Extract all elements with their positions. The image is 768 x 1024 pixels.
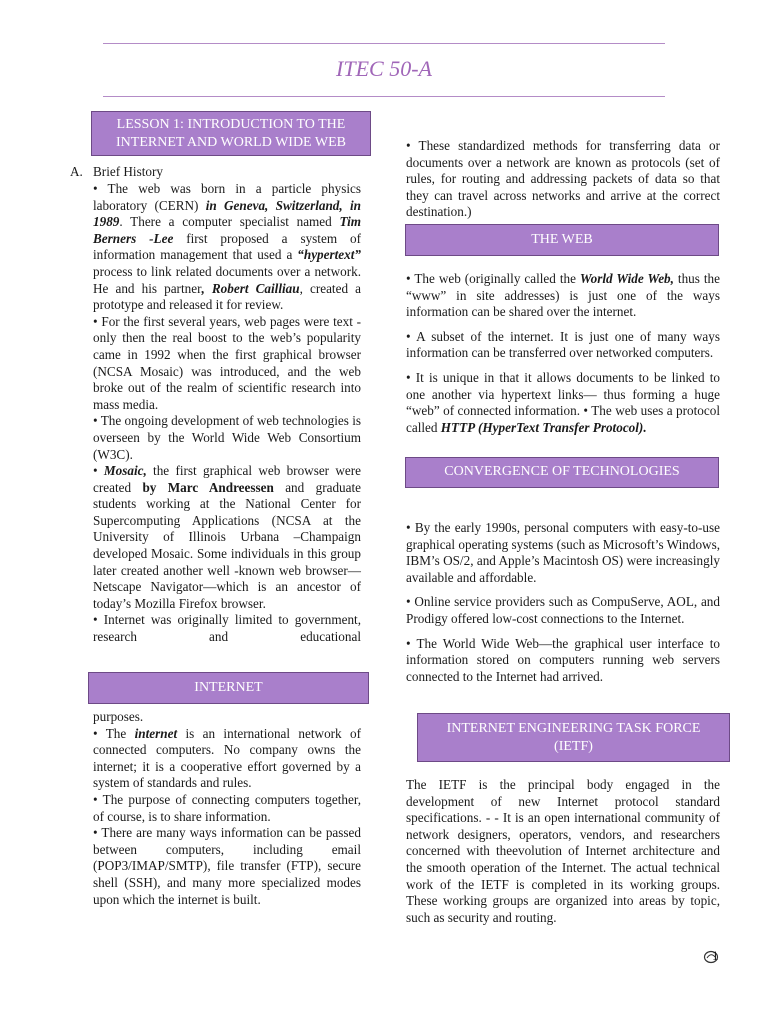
internet-paragraph-3: • There are many ways information can be passed between computers, including email (POP3/IMAP/SMTP), file transfer (FTP), secure shell (SSH), and many more specialized modes upon which the internet is built. xyxy=(93,825,361,907)
history-paragraph-1: • The web was born in a particle physics laboratory (CERN) in Geneva, Switzerland, in 1989. There a computer specialist named Tim Berners -Lee first proposed a system of information management that used a “hypertext” process to link related documents over a network. He and his partner, Robert Cailliau, created a prototype and released it for review. xyxy=(93,181,361,313)
convergence-text xyxy=(406,520,720,685)
history-paragraph-4: • Mosaic, the first graphical web browser were created by Marc Andreessen and graduate students working at the National Center for Supercomputing Applications (NCSA at the University of Illinois Urbana –Champaign developed Mosaic. Some individuals in this group later created another well -known web browser—Netscape Navigator—which is an ancestor of today’s Mozilla Firefox browser. xyxy=(93,463,362,611)
internet-paragraph-0: purposes. xyxy=(93,709,144,724)
web-paragraph-2: • A subset of the internet. It is just one of many ways information can be transferred over networked computers. xyxy=(406,328,720,361)
internet-paragraph-2: • The purpose of connecting computers together, of course, is to share information. xyxy=(93,791,361,824)
convergence-paragraph-2: • Online service providers such as CompuServe, AOL, and Prodigy offered low-cost connections to the Internet. xyxy=(406,594,720,626)
history-paragraph-3: • The ongoing development of web technologies is overseen by the World Wide Web Consortium (W3C). xyxy=(93,413,361,462)
convergence-header: CONVERGENCE OF TECHNOLOGIES xyxy=(405,457,719,488)
brief-history-text xyxy=(93,181,361,646)
internet-paragraph-1: • The internet is an international network of connected computers. No company owns the internet; it is a cooperative effort governed by a system of standards and rules. xyxy=(93,725,361,791)
page-number-text: 1 xyxy=(712,948,719,963)
ietf-text xyxy=(406,777,720,926)
internet-header: INTERNET xyxy=(88,672,369,704)
convergence-paragraph-3: • The World Wide Web—the graphical user interface to information stored on computers running web servers connected to the Internet had arrived. xyxy=(406,635,720,684)
web-paragraph-3: • It is unique in that it allows documents to be linked to one another via hypertext links— thus forming a huge “web” of connected information. • The web uses a protocol called HTTP (HyperText Transfer Protocol). xyxy=(406,369,720,435)
web-text xyxy=(406,271,720,436)
ietf-header: INTERNET ENGINEERING TASK FORCE (IETF) xyxy=(417,713,730,762)
page-number xyxy=(703,949,723,965)
section-a-marker: A. xyxy=(70,164,83,179)
the-web-header: THE WEB xyxy=(405,224,719,256)
protocols-text: • These standardized methods for transferring data or documents over a network are known as protocols (set of rules, for routing and addressing packets of data so that they can travel across networks and arrive at the correct destination.) xyxy=(406,138,720,220)
title-rule xyxy=(103,96,665,97)
web-paragraph-1: • The web (originally called the World Wide Web, thus the “www” in site addresses) is just one of the ways information can be shared over the internet. xyxy=(406,271,720,320)
ietf-paragraph-1: The IETF is the principal body engaged in the development of new Internet protocol standard specifications. - - It is an open international community of network designers, operators, vendors, and researchers concerned with theevolution of Internet architecture and the smooth operation of the Internet. The actual technical work of the IETF is completed in its working groups. These working groups are organized into areas by topic, such as security and routing. xyxy=(406,777,720,925)
history-paragraph-5: • Internet was originally limited to government, research and educational xyxy=(93,612,361,645)
section-a-title: Brief History xyxy=(93,164,163,179)
internet-text xyxy=(93,709,361,908)
top-rule xyxy=(103,43,665,44)
page-title: ITEC 50-A xyxy=(336,56,432,81)
convergence-paragraph-1: • By the early 1990s, personal computers with easy-to-use graphical operating systems (such as Microsoft’s Windows, IBM’s OS/2, and Apple’s Macintosh OS) were increasingly available and affordable. xyxy=(406,520,720,585)
lesson-header: LESSON 1: INTRODUCTION TO THE INTERNET AND WORLD WIDE WEB xyxy=(91,111,371,156)
history-paragraph-2: • For the first several years, web pages were text -only then the real boost to the web’s popularity came in 1992 when the first graphical browser (NCSA Mosaic) was introduced, and the web broke out of the realm of scientific research into mass media. xyxy=(93,313,361,412)
